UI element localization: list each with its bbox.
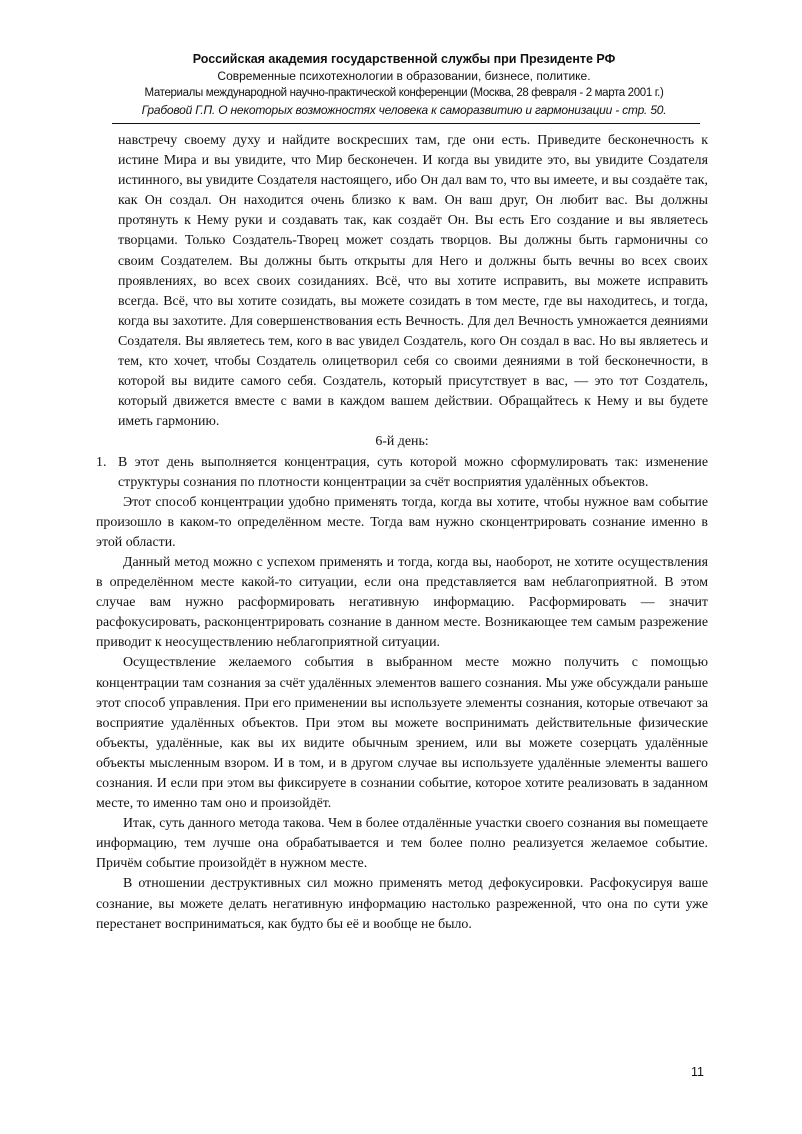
header-conference-theme: Современные психотехнологии в образовании, бизнесе, политике. [217,69,591,83]
list-item-number: 1. [96,454,107,470]
running-header [96,51,712,119]
day-heading: 6-й день: [375,434,429,450]
header-institution: Российская академия государственной службы при Президенте РФ [192,52,616,66]
body-paragraph: В отношении деструктивных сил можно применять метод дефокусировки. Расфокусируя ваше сознание, вы можете делать негативную информацию настолько разреженной, что она по сути уже перестанет восприниматься, как будто бы её и вообще не было. [96,876,708,932]
body-paragraph: Итак, суть данного метода такова. Чем в более отдалённые участки своего сознания вы помещаете информацию, тем лучше она обрабатывается и тем более полно реализуется желаемое событие. Причём событие произойдёт в нужном месте. [96,816,708,872]
page-number: 11 [691,1065,704,1079]
body-paragraph: Осуществление желаемого события в выбранном месте можно получить с помощью концентрации там сознания за счёт удалённых элементов вашего сознания. Мы уже обсуждали раньше этот способ управления. При его применении вы используете элементы сознания, которые отвечают за восприятие удалённых объектов. При этом вы можете воспринимать действительные физические объекты, удалённые, как вы их видите обычным зрением, или вы можете созерцать удалённые объекты мысленным взором. И в том, и в другом случае вы используете удалённые элементы вашего сознания. И если при этом вы фиксируете в сознании событие, которое хотите реализовать в заданном месте, то именно там оно и произойдёт. [96,655,708,812]
header-proceedings: Материалы международной научно-практической конференции (Москва, 28 февраля - 2 марта 2001 г.) [144,87,664,99]
continuation-paragraph: навстречу своему духу и найдите воскресших там, где они есть. Приведите бесконечность к истине Мира и вы увидите, что Мир бесконечен. И когда вы увидите это, вы увидите Создателя истинного, вы увидите Создателя настоящего, ибо Он дал вам то, что вы имеете, и вы создаёте так, как Он создал. Он находится очень близко к вам. Он ваш друг, Он любит вас. Вы должны протянуть к Нему руки и создавать так, как создаёт Он. Вы есть Его создание и вы являетесь творцами. Только Создатель-Творец может создать творцов. Вы должны быть гармоничны со своим Создателем. Вы должны быть открыты для Него и должны быть вечны во всех своих проявлениях, во всех своих созиданиях. Всё, что вы хотите исправить, вы можете исправить всегда. Всё, что вы хотите созидать, вы можете созидать в том месте, где вы находитесь, и тогда, когда вы захотите. Для совершенствования есть Вечность. Для дел Вечность умножается деяниями Создателя. Вы являетесь тем, кого в вас увидел Создатель, кого Он создал в вас. Но вы являетесь и тем, кто хочет, чтобы Создатель олицетворил себя со своими деяниями в той бесконечности, в которой вы видите самого себя. Создатель, который присутствует в вас, — это тот Создатель, который движется вместе с вами в каждом вашем действии. Обращайтесь к Нему и вы будете иметь гармонию. [118,133,708,430]
list-item [96,453,708,493]
body-paragraph: Данный метод можно с успехом применять и тогда, когда вы, наоборот, не хотите осуществления в определённом месте какой-то ситуации, если она представляется вам неблагоприятной. В этом случае вам нужно расформировать негативную информацию. Расформировать — значит расфокусировать, расконцентрировать сознание в данном месте. Возникающее тем самым разрежение приводит к неосуществлению неблагоприятной ситуации. [96,554,708,651]
list-item-text: В этот день выполняется концентрация, суть которой можно сформулировать так: изменение структуры сознания по плотности концентрации за счёт восприятия удалённых объектов. [118,454,708,490]
header-rule [112,123,700,124]
page-body [96,131,708,935]
body-paragraph: Этот способ концентрации удобно применять тогда, когда вы хотите, чтобы нужное вам событие произошло в каком-то определённом месте. Тогда вам нужно сконцентрировать сознание именно в этой области. [96,494,708,550]
header-citation: Грабовой Г.П. О некоторых возможностях человека к саморазвитию и гармонизации - стр. 50. [141,103,667,117]
